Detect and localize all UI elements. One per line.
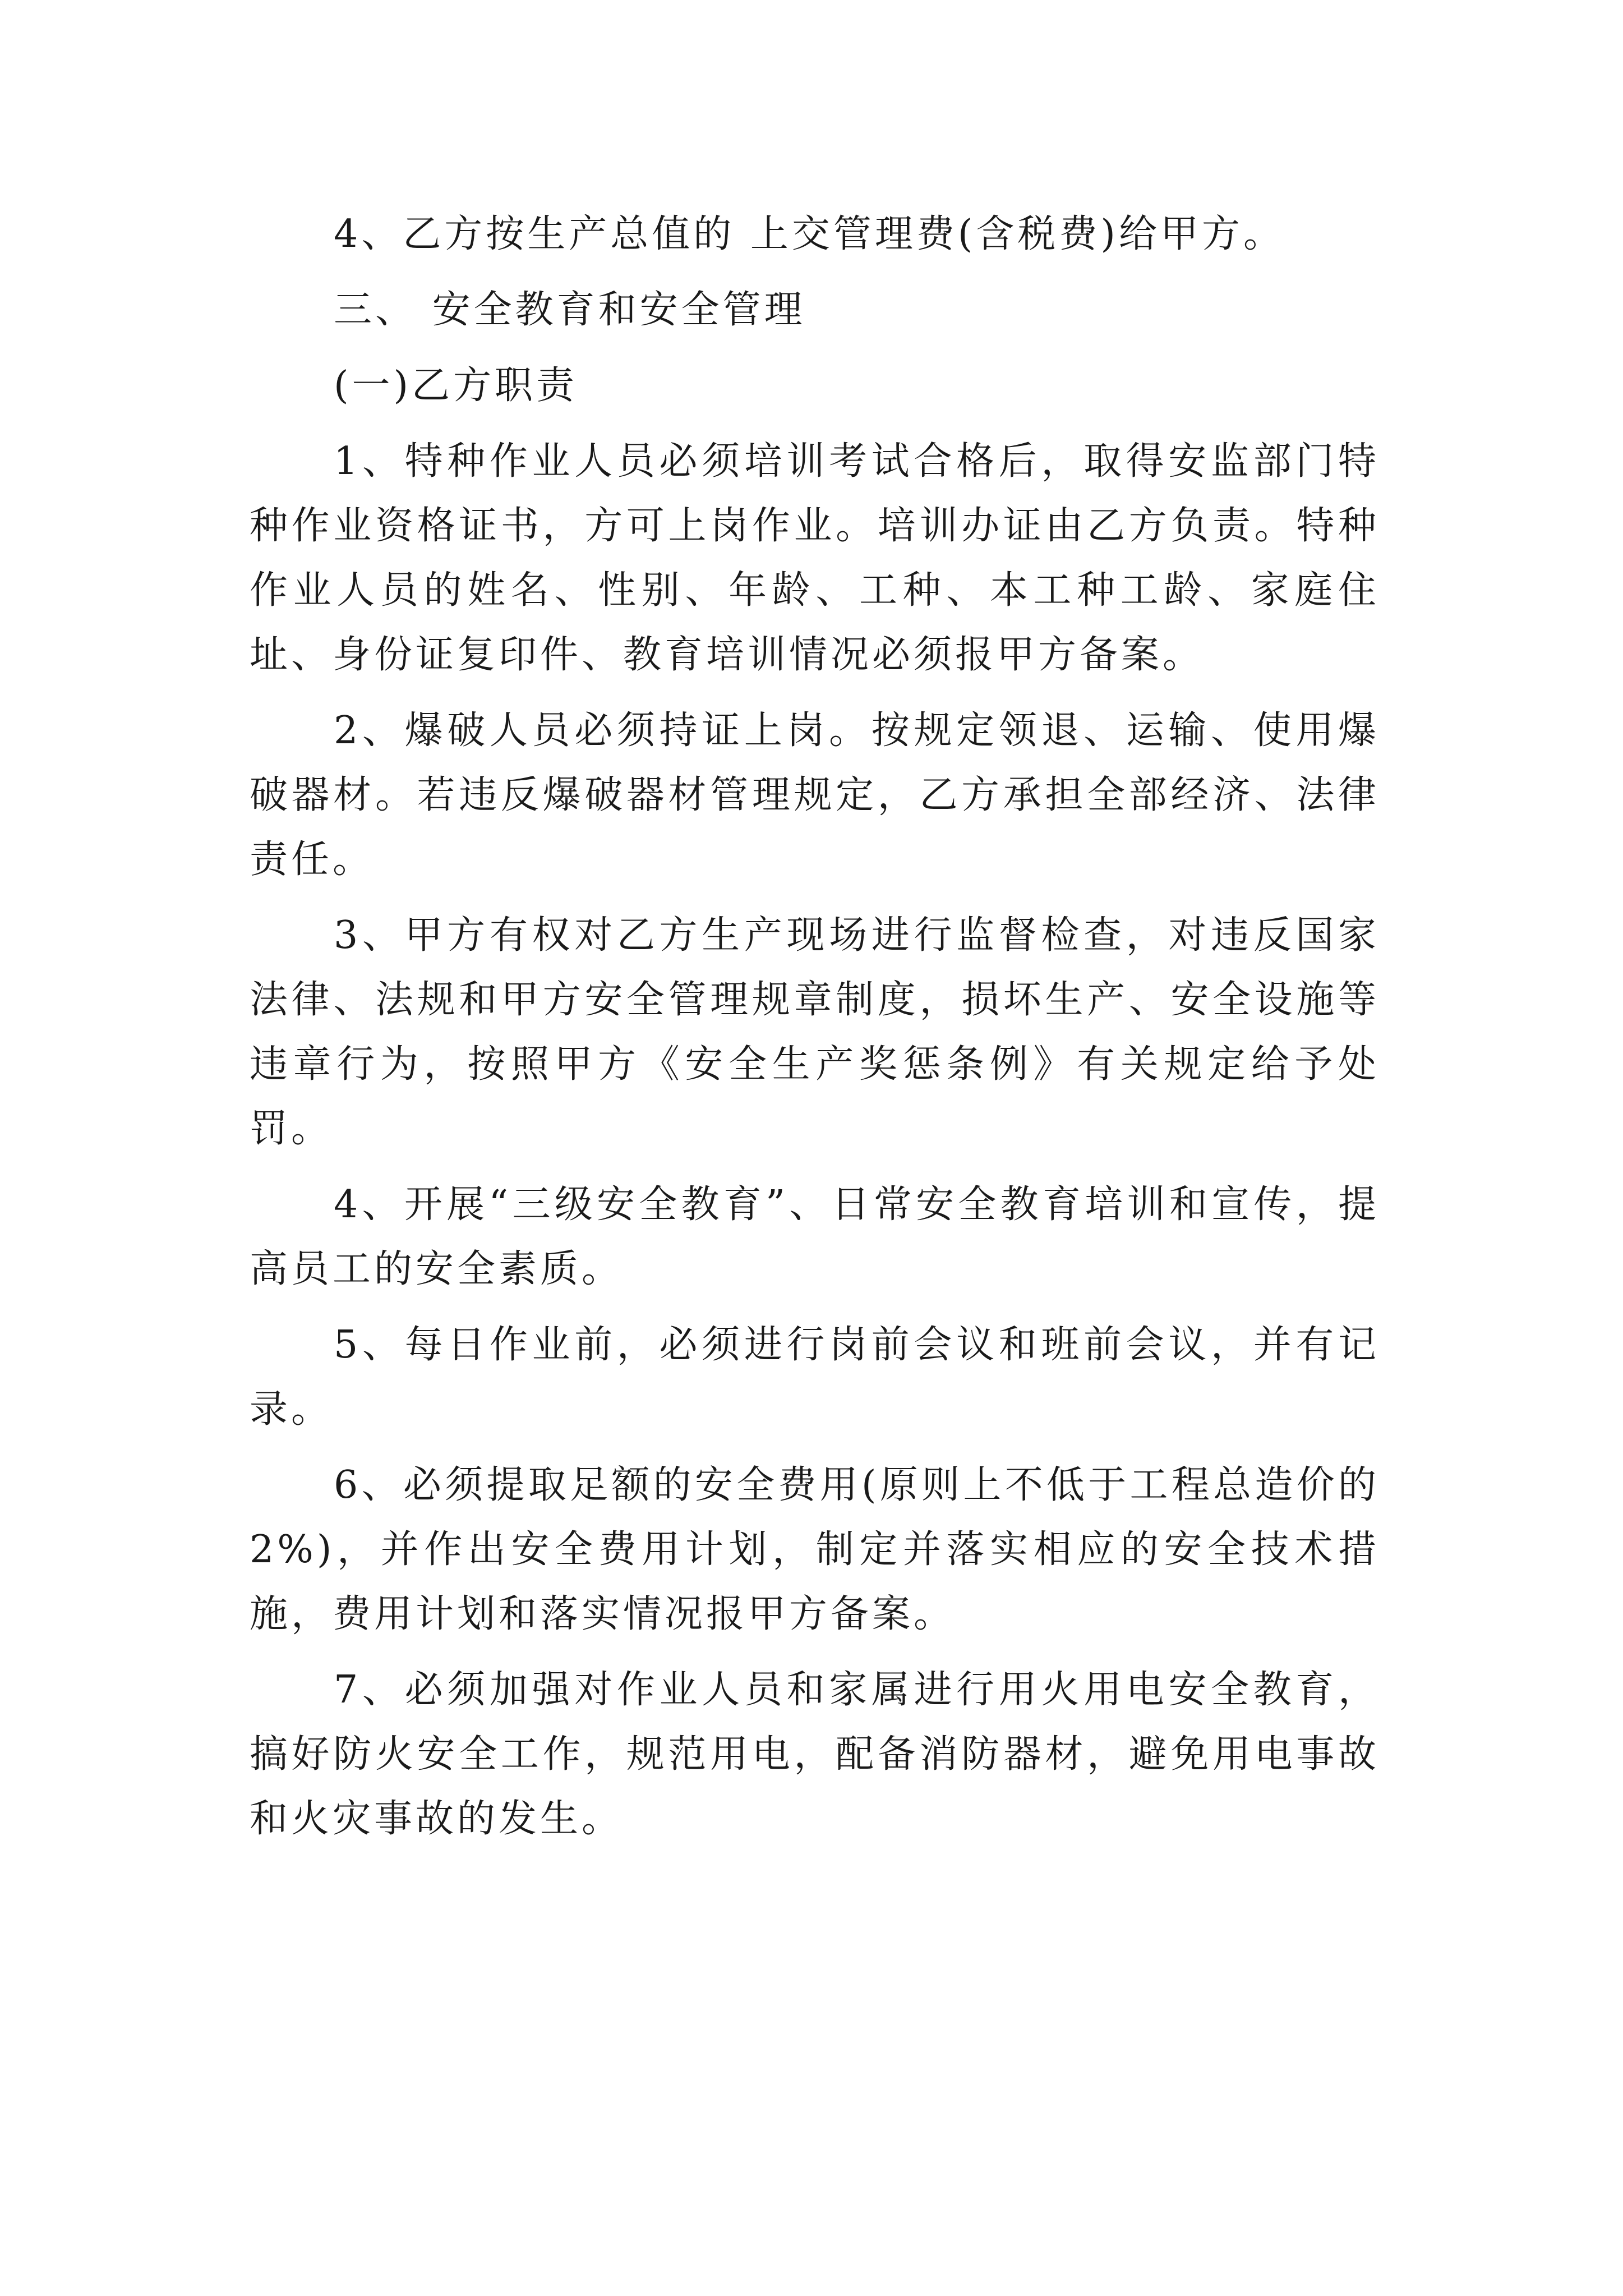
paragraph-item-2: 2、爆破人员必须持证上岗。按规定领退、运输、使用爆破器材。若违反爆破器材管理规定，乙方承担全部经济、法律责任。 bbox=[250, 708, 1380, 882]
paragraph-item-4: 4、开展“三级安全教育”、日常安全教育培训和宣传，提高员工的安全素质。 bbox=[250, 1182, 1380, 1291]
paragraph-item-5: 5、每日作业前，必须进行岗前会议和班前会议，并有记录。 bbox=[250, 1323, 1380, 1432]
paragraph-item-7: 7、必须加强对作业人员和家属进行用火用电安全教育，搞好防火安全工作，规范用电，配备消防器材，避免用电事故和火灾事故的发生。 bbox=[250, 1668, 1380, 1841]
section-heading-safety: 三、 安全教育和安全管理 bbox=[334, 288, 806, 332]
subsection-heading-party-b-duties: (一)乙方职责 bbox=[334, 364, 578, 408]
paragraph-item-3: 3、甲方有权对乙方生产现场进行监督检查，对违反国家法律、法规和甲方安全管理规章制度，损坏生产、安全设施等违章行为，按照甲方《安全生产奖惩条例》有关规定给予处罚。 bbox=[250, 913, 1380, 1151]
paragraph-item-1: 1、特种作业人员必须培训考试合格后，取得安监部门特种作业资格证书，方可上岗作业。培训办证由乙方负责。特种作业人员的姓名、性别、年龄、工种、本工种工龄、家庭住址、身份证复印件、教育培训情况必须报甲方备案。 bbox=[250, 439, 1380, 677]
document-body bbox=[250, 202, 1380, 1862]
paragraph-management-fee: 4、乙方按生产总值的 上交管理费(含税费)给甲方。 bbox=[334, 212, 1285, 256]
paragraph-item-6: 6、必须提取足额的安全费用(原则上不低于工程总造价的 2%)，并作出安全费用计划，制定并落实相应的安全技术措施，费用计划和落实情况报甲方备案。 bbox=[250, 1463, 1380, 1636]
